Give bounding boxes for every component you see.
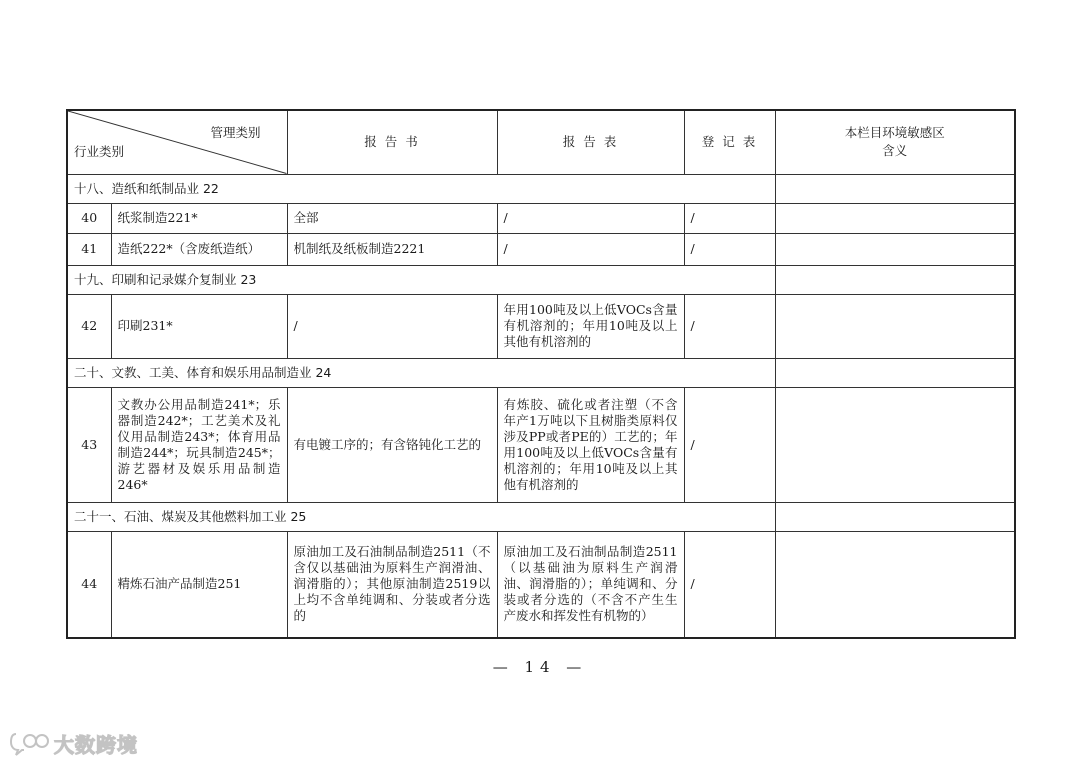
diagonal-line	[68, 111, 287, 174]
col-report-book: 报 告 书	[287, 110, 497, 174]
section-title: 十八、造纸和纸制品业 22	[67, 174, 775, 203]
env-cell	[775, 203, 1015, 233]
table-row	[67, 294, 1015, 358]
row-number: 42	[67, 294, 111, 358]
report-form-cell: /	[497, 233, 684, 265]
classification-table	[66, 109, 1016, 639]
env-cell	[775, 265, 1015, 294]
report-book-cell: 原油加工及石油制品制造2511（不含仅以基础油为原料生产润滑油、润滑脂的）；其他原油制造2519以上均不含单纯调和、分装或者分选的	[287, 531, 497, 638]
register-cell: /	[684, 203, 775, 233]
diagonal-header-cell	[67, 110, 287, 174]
section-title: 十九、印刷和记录媒介复制业 23	[67, 265, 775, 294]
register-cell: /	[684, 387, 775, 502]
col-report-form: 报 告 表	[497, 110, 684, 174]
report-book-cell: 全部	[287, 203, 497, 233]
section-row	[67, 174, 1015, 203]
report-form-cell: 年用100吨及以上低VOCs含量有机溶剂的；年用10吨及以上其他有机溶剂的	[497, 294, 684, 358]
row-number: 43	[67, 387, 111, 502]
industry-cell: 纸浆制造221*	[111, 203, 287, 233]
section-title: 二十一、石油、煤炭及其他燃料加工业 25	[67, 502, 775, 531]
table-row	[67, 203, 1015, 233]
report-form-cell: 原油加工及石油制品制造2511（以基础油为原料生产润滑油、润滑脂的）；单纯调和、分装或者分选的（不含不产生生产废水和挥发性有机物的）	[497, 531, 684, 638]
register-cell: /	[684, 531, 775, 638]
report-book-cell: /	[287, 294, 497, 358]
table-row	[67, 387, 1015, 502]
row-number: 40	[67, 203, 111, 233]
col-env-line2: 含义	[882, 143, 908, 159]
section-row	[67, 502, 1015, 531]
env-cell	[775, 358, 1015, 387]
col-env-line1: 本栏目环境敏感区	[844, 125, 945, 141]
report-form-cell: 有炼胶、硫化或者注塑（不含年产1万吨以下且树脂类原料仅涉及PP或者PE的）工艺的；年用100吨及以上低VOCs含量有机溶剂的；年用10吨及以上其他有机溶剂的	[497, 387, 684, 502]
section-row	[67, 265, 1015, 294]
management-category-label: 管理类别	[210, 125, 261, 140]
table-row	[67, 233, 1015, 265]
env-cell	[775, 294, 1015, 358]
industry-cell: 精炼石油产品制造251	[111, 531, 287, 638]
watermark	[10, 729, 138, 757]
report-form-cell: /	[497, 203, 684, 233]
header-row	[67, 110, 1015, 174]
row-number: 41	[67, 233, 111, 265]
col-env-sensitive	[775, 110, 1015, 174]
env-cell	[775, 174, 1015, 203]
env-cell	[775, 531, 1015, 638]
register-cell: /	[684, 294, 775, 358]
industry-category-label: 行业类别	[74, 143, 125, 159]
col-register: 登 记 表	[684, 110, 775, 174]
table-row	[67, 531, 1015, 638]
register-cell: /	[684, 233, 775, 265]
page-number: — 14 —	[492, 658, 588, 676]
env-cell	[775, 502, 1015, 531]
industry-cell: 文教办公用品制造241*；乐器制造242*；工艺美术及礼仪用品制造243*；体育用品制造244*；玩具制造245*；游艺器材及娱乐用品制造246*	[111, 387, 287, 502]
env-cell	[775, 233, 1015, 265]
section-row	[67, 358, 1015, 387]
report-book-cell: 机制纸及纸板制造2221	[287, 233, 497, 265]
industry-cell: 印刷231*	[111, 294, 287, 358]
section-title: 二十、文教、工美、体育和娱乐用品制造业 24	[67, 358, 775, 387]
industry-cell: 造纸222*（含废纸造纸）	[111, 233, 287, 265]
speech-bubble-logo-icon	[10, 730, 50, 756]
report-book-cell: 有电镀工序的；有含铬钝化工艺的	[287, 387, 497, 502]
watermark-text: 大数跨境	[54, 732, 138, 757]
row-number: 44	[67, 531, 111, 638]
env-cell	[775, 387, 1015, 502]
